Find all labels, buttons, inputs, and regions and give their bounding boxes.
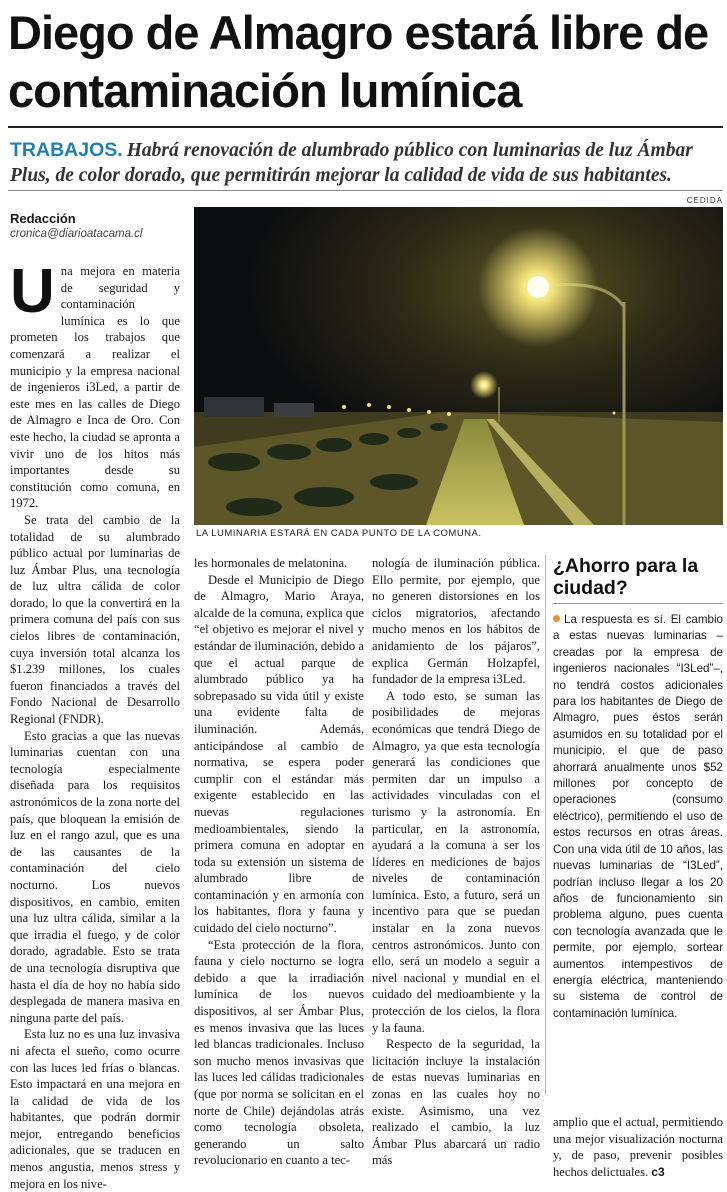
photo-credit: CEDIDA: [686, 196, 723, 205]
drop-cap: U: [10, 257, 55, 326]
sidebar-box: [553, 555, 723, 1095]
column-4-end: [553, 1114, 723, 1180]
col3-p3: Respecto de la seguridad, la licitación incluye la instalación de estas nuevas luminarias en zonas en las cuales hoy no existe. Asimismo, una vez realizado el cambio, la luz Ámbar Plus abarcará un radio más: [372, 1037, 540, 1168]
col3-p2: A todo esto, se suman las posibilidades de mejoras económicas que tendrá Diego de Almagro, ya que esta tecnología generará las condiciones que permiten dar un impulso a actividades vinculadas con el turismo y la astronomía. En particular, en la astronomía, ayudará a la comuna a ser los líderes en mediciones de bajos niveles de contaminación lumínica. Esto, a futuro, será un incentivo para que se puedan instalar en la zona nuevos centros astronómicos. Junto con ello, será un modelo a seguir a nivel nacional y mundial en el cuidado del medioambiente y la protección de los cielos, la flora y la fauna.: [372, 688, 540, 1035]
col1-p2: Se trata del cambio de la totalidad de su alumbrado público actual por luminarias de luz Ámbar Plus, una tecnología de luz ultra cálida de color dorado, lo que la convertirá en la primera comuna del país con sus cielos libres de contaminación, cuya inversión total alcanza los $1.239 millones, los cuales fueron financiados a través del Fondo Nacional de Desarrollo Regional (FNDR).: [10, 512, 180, 727]
headline: Diego de Almagro estará libre de contaminación lumínica: [8, 6, 709, 117]
col1-p4: Esta luz no es una luz invasiva ni afecta el sueño, como ocurre con las luces led frías o blancas. Esto impactará en una mejora en la calidad de vida de los habitantes, que podrán dormir mejor, entregando beneficios adicionales, que se traducen en menos angustia, menos stress y mejora en los nive-: [10, 1027, 180, 1191]
sidebar-body: [553, 612, 723, 1022]
photo-caption: LA LUMINARIA ESTARÁ EN CADA PUNTO DE LA COMUNA.: [196, 528, 482, 539]
sidebar-divider: [545, 555, 546, 1095]
column-2: [194, 555, 364, 1183]
byline: [10, 211, 190, 240]
byline-email[interactable]: cronica@diarioatacama.cl: [10, 228, 143, 240]
col4-end-p: [553, 1114, 723, 1180]
street-photo-illustration: [194, 207, 723, 525]
deck-kicker: TRABAJOS.: [10, 139, 123, 161]
sidebar-title: ¿Ahorro para la ciudad?: [553, 555, 723, 604]
sidebar-text: La respuesta es sí. El cambio a estas nuevas luminarias –creadas por la empresa de ingenieros nacionales “I3Led”–, no tendrá costos adicionales para los habitantes de Diego de Almagro, pues éstos serán asumidos en su totalidad por el municipio, el que de paso ahorrará anualmente unos $52 millones por concepto de operaciones (consumo eléctrico), permitiendo el uso de estos recursos en otras áreas. Con una vida útil de 10 años, las nuevas luminarias de “I3Led”, podrían incluso llegar a los 20 años de funcionamiento sin problema alguno, pues cuenta con tecnología avanzada que le permite, por ejemplo, sortear aumentos intempestivos de energía eléctrica, manteniendo su sistema de control de contaminación lumínica.: [553, 613, 723, 1020]
col2-p1: les hormonales de melatonina.: [194, 556, 348, 570]
end-mark: c3: [651, 1164, 665, 1179]
column-3: [372, 555, 540, 1183]
column-1: [10, 257, 180, 1191]
col4-end-text: amplio que el actual, permitiendo una mejor visualización nocturna y, de paso, prevenir posibles hechos delictuales.: [553, 1115, 723, 1179]
deck-text: Habrá renovación de alumbrado público con luminarias de luz Ámbar Plus, de color dorado, que permitirán mejorar la calidad de vida de sus habitantes.: [10, 140, 693, 186]
col3-p1: nología de iluminación pública. Ello permite, por ejemplo, que no generen distorsiones en los ciclos migratorios, afectando mucho menos en los hábitos de anidamiento de los pájaros”, explica Germán Holzapfel, fundador de la empresa i3Led.: [372, 556, 540, 687]
col2-p2: Desde el Municipio de Diego de Almagro, Mario Araya, alcalde de la comuna, explica que “el objetivo es mejorar el nivel y estándar de iluminación, debido a que el actual parque de alumbrado público ya ha sobrepasado su vida útil y existe una evidente falta de iluminación. Además, anticipándose al cambio de normativa, se espera poder cumplir con el estándar más exigente establecido en las nuevas regulaciones medioambientales, siendo la primera comuna en adoptar en toda su extensión un sistema de alumbrado libre de contaminación y en armonía con los habitantes, flora y fauna y cuidado del cielo nocturno”.: [194, 572, 364, 936]
col2-p3: “Esta protección de la flora, fauna y cielo nocturno se logra debido a que la irradiación lumínica de los nuevos dispositivos, al ser Ámbar Plus, es menos invasiva que las luces led blancas tradicionales. Incluso son mucho menos invasivas que las luces led cálidas tradicionales (que por norma se solicitan en el norte de Chile) dejándolas atrás como tecnología obsoleta, generando un salto revolucionario en cuanto a tec-: [194, 937, 364, 1168]
deck: [10, 138, 720, 188]
deck-rule: [8, 190, 723, 191]
col1-p1: [10, 257, 180, 512]
bullet-icon: [553, 615, 560, 622]
byline-name: Redacción: [10, 211, 76, 226]
street-photo: [194, 207, 723, 525]
col1-p3: Esto gracias a que las nuevas luminarias cuentan con una tecnología especialmente diseñada para los requisitos astronómicos de la zona norte del país, que bloquean la emisión de luz en el rango azul, que es una de las causantes de la contaminación del cielo nocturno. Los nuevos dispositivos, en cambio, emiten una luz ultra cálida, similar a la que irradia el fuego, y de color dorado, agradable. Esto se trata de una tecnología disruptiva que hasta el día de hoy no había sido desplegada de manera masiva en ninguna parte del país.: [10, 728, 180, 1025]
col1-p1-text: na mejora en materia de seguridad y contaminación lumínica es lo que prometen los trabajos que comenzará a realizar el municipio y la empresa nacional de ingenieros i3Led, a partir de este mes en las calles de Diego de Almagro e Inca de Oro. Con este hecho, la ciudad se apronta a vivir uno de los hitos más importantes desde su constitución como comuna, en 1972.: [10, 264, 180, 511]
headline-rule: [8, 126, 723, 128]
